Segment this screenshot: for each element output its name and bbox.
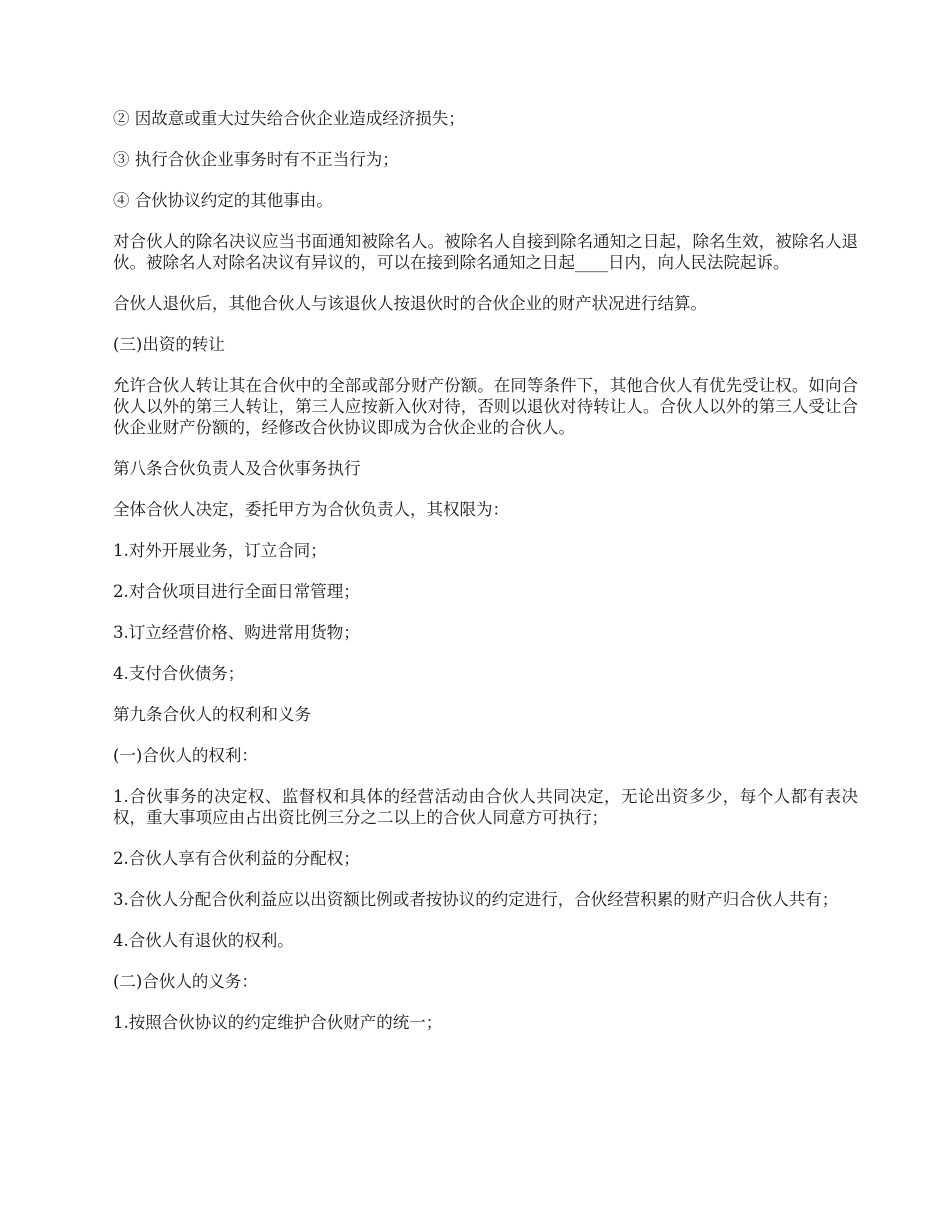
article-heading-9: 第九条合伙人的权利和义务 — [113, 705, 311, 724]
list-item-authority-1: 1.对外开展业务，订立合同； — [113, 541, 327, 560]
article-heading-8: 第八条合伙负责人及合伙事务执行 — [113, 459, 361, 478]
section-heading-duties: (二)合伙人的义务： — [113, 972, 258, 991]
paragraph-item-3-reason: ③ 执行合伙企业事务时有不正当行为； — [113, 150, 399, 169]
paragraph-transfer-rules: 允许合伙人转让其在合伙中的全部或部分财产份额。在同等条件下，其他合伙人有优先受让权。如向合伙人以外的第三人转让，第三人应按新入伙对待，否则以退伙对待转让人。合伙人以外的第三人受让合伙企业财产份额的，经修改合伙协议即成为合伙企业的合伙人。 — [113, 376, 858, 437]
section-heading-rights: (一)合伙人的权利： — [113, 746, 258, 765]
list-item-right-3: 3.合伙人分配合伙利益应以出资额比例或者按协议的约定进行，合伙经营积累的财产归合伙人共有； — [113, 890, 839, 909]
list-item-authority-4: 4.支付合伙债务； — [113, 664, 245, 683]
paragraph-settlement: 合伙人退伙后，其他合伙人与该退伙人按退伙时的合伙企业的财产状况进行结算。 — [113, 294, 707, 313]
list-item-authority-2: 2.对合伙项目进行全面日常管理； — [113, 582, 360, 601]
list-item-right-2: 2.合伙人享有合伙利益的分配权； — [113, 849, 360, 868]
list-item-right-1: 1.合伙事务的决定权、监督权和具体的经营活动由合伙人共同决定，无论出资多少，每个人都有表决权，重大事项应由占出资比例三分之二以上的合伙人同意方可执行； — [113, 787, 858, 827]
paragraph-expulsion-notice: 对合伙人的除名决议应当书面通知被除名人。被除名人自接到除名通知之日起，除名生效，被除名人退伙。被除名人对除名决议有异议的，可以在接到除名通知之日起____日内，向人民法院起诉。 — [113, 232, 858, 272]
paragraph-item-2-reason: ② 因故意或重大过失给合伙企业造成经济损失； — [113, 109, 465, 128]
paragraph-item-4-reason: ④ 合伙协议约定的其他事由。 — [113, 191, 333, 210]
document-page — [113, 108, 858, 1053]
section-heading-transfer: (三)出资的转让 — [113, 335, 225, 354]
list-item-authority-3: 3.订立经营价格、购进常用货物； — [113, 623, 360, 642]
list-item-right-4: 4.合伙人有退伙的权利。 — [113, 931, 294, 950]
list-item-duty-1: 1.按照合伙协议的约定维护合伙财产的统一； — [113, 1013, 443, 1032]
paragraph-delegation: 全体合伙人决定，委托甲方为合伙负责人，其权限为： — [113, 500, 509, 519]
